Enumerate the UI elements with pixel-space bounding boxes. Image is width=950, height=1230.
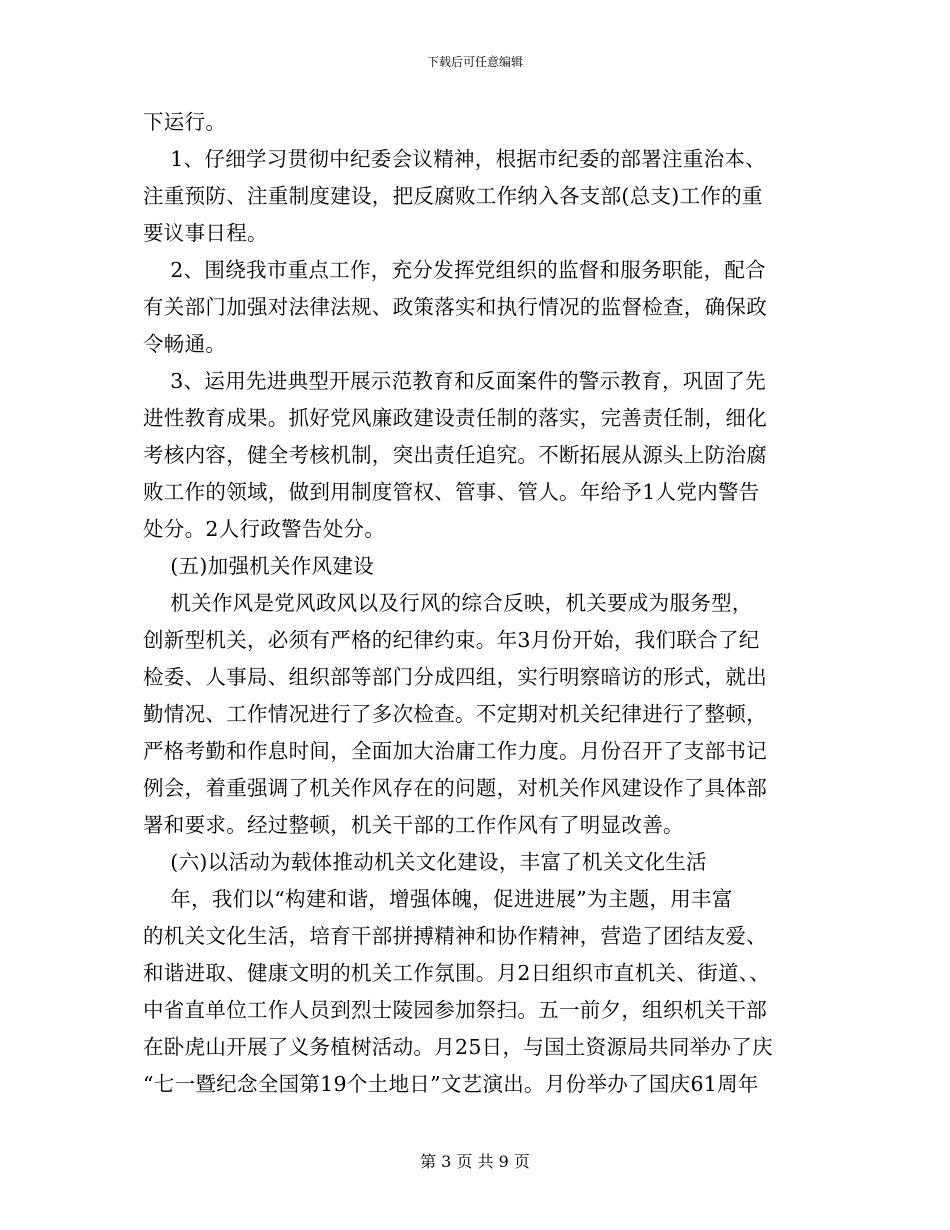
body-line: 严格考勤和作息时间，全面加大治庸工作力度。月份召开了支部书记 [143, 739, 767, 763]
body-line: 注重预防、注重制度建设，把反腐败工作纳入各支部(总支)工作的重 [143, 184, 763, 208]
body-line: 要议事日程。 [143, 221, 268, 245]
section-heading: (五)加强机关作风建设 [143, 554, 375, 578]
body-line: 下运行。 [143, 110, 227, 134]
body-line: 机关作风是党风政风以及行风的综合反映，机关要成为服务型， [143, 591, 753, 615]
body-line: 年，我们以“构建和谐，增强体魄，促进进展”为主题，用丰富 [143, 887, 733, 911]
body-line: 勤情况、工作情况进行了多次检查。不定期对机关纪律进行了整顿， [143, 702, 767, 726]
body-line: “七一暨纪念全国第19个土地日”文艺演出。月份举办了国庆61周年 [143, 1072, 759, 1096]
body-line: 处分。2人行政警告处分。 [143, 517, 386, 541]
body-line: 中省直单位工作人员到烈士陵园参加祭扫。五一前夕，组织机关干部 [143, 998, 767, 1022]
document-body [143, 104, 823, 1103]
body-line: 考核内容，健全考核机制，突出责任追究。不断拓展从源头上防治腐 [143, 443, 767, 467]
page-header-note: 下载后可任意编辑 [426, 55, 523, 69]
body-line: 2、围绕我市重点工作，充分发挥党组织的监督和服务职能，配合 [143, 258, 767, 282]
body-line: 创新型机关，必须有严格的纪律约束。年3月份开始，我们联合了纪 [143, 628, 760, 652]
body-line: 败工作的领域，做到用制度管权、管事、管人。年给予1人党内警告 [143, 480, 760, 504]
body-line: 检委、人事局、组织部等部门分成四组，实行明察暗访的形式，就出 [143, 665, 767, 689]
body-line: 进性教育成果。抓好党风廉政建设责任制的落实，完善责任制，细化 [143, 406, 767, 430]
body-line: 1、仔细学习贯彻中纪委会议精神，根据市纪委的部署注重治本、 [143, 147, 767, 171]
body-line: 有关部门加强对法律法规、政策落实和执行情况的监督检查，确保政 [143, 295, 767, 319]
body-line: 令畅通。 [143, 332, 227, 356]
body-line: 和谐进取、健康文明的机关工作氛围。月2日组织市直机关、街道、、 [143, 961, 771, 985]
page-number: 第 3 页 共 9 页 [420, 1152, 530, 1171]
body-line: 3、运用先进典型开展示范教育和反面案件的警示教育，巩固了先 [143, 369, 767, 393]
section-heading: (六)以活动为载体推动机关文化建设，丰富了机关文化生活 [143, 850, 707, 874]
body-line: 的机关文化生活，培育干部拼搏精神和协作精神，营造了团结友爱、 [143, 924, 767, 948]
body-line: 在卧虎山开展了义务植树活动。月25日，与国土资源局共同举办了庆 [143, 1035, 773, 1059]
body-line: 署和要求。经过整顿，机关干部的工作作风有了明显改善。 [143, 813, 684, 837]
body-line: 例会，着重强调了机关作风存在的问题，对机关作风建设作了具体部 [143, 776, 767, 800]
